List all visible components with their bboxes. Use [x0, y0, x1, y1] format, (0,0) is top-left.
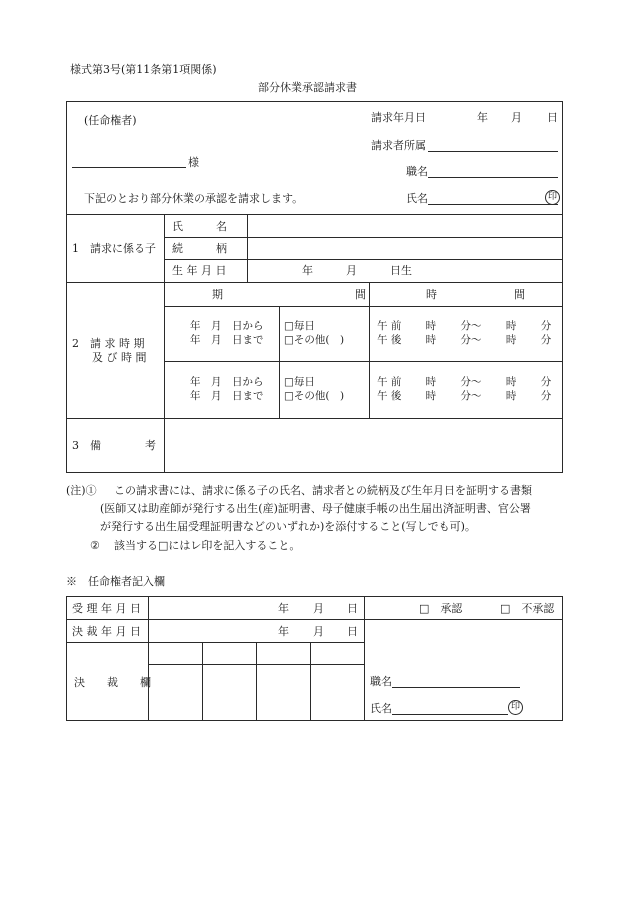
disapprove-checkbox[interactable]: □ 不承認: [500, 602, 555, 615]
request-date-label: 請求年月日: [371, 111, 426, 124]
authority-seal-icon: 印: [508, 700, 523, 715]
decision-label: 決 裁 欄: [74, 676, 151, 689]
page-title: 部分休業承認請求書: [258, 81, 357, 94]
child-section-label: 1 請求に係る子: [72, 242, 156, 255]
am-time[interactable]: 午 前 時 分～ 時 分: [377, 376, 552, 388]
received-month-unit: 月: [313, 602, 324, 615]
child-name-field[interactable]: [249, 221, 561, 235]
note-line-1: この請求書には、請求に係る子の氏名、請求者との続柄及び生年月日を証明する書類: [114, 484, 532, 497]
child-birth-value[interactable]: 年 月 日生: [302, 264, 412, 277]
remarks-label: 3 備 考: [72, 439, 156, 452]
notes-prefix: (注)①: [66, 484, 97, 497]
note-line-2: (医師又は助産師が発行する出生(産)証明書、母子健康手帳の出生届出済証明書、官公署: [100, 502, 531, 515]
pm-time[interactable]: 午 後 時 分～ 時 分: [377, 390, 552, 402]
period-section-label-2: 及 び 時 間: [92, 351, 147, 364]
received-date-label: 受 理 年 月 日: [72, 602, 141, 615]
period-section-label: 2 請 求 時 期: [72, 337, 145, 350]
other-checkbox[interactable]: □その他( ): [284, 334, 345, 346]
authority-heading: ※ 任命権者記入欄: [66, 575, 165, 588]
affiliation-line[interactable]: [428, 151, 558, 152]
form-number: 様式第3号(第11条第1項関係): [70, 63, 217, 76]
name-line[interactable]: [428, 204, 558, 205]
authority-name-label: 氏名: [370, 702, 392, 715]
period-from[interactable]: 年 月 日から: [190, 320, 264, 332]
request-year-unit: 年: [477, 111, 488, 124]
pm-time[interactable]: 午 後 時 分～ 時 分: [377, 334, 552, 346]
authority-position-line[interactable]: [392, 687, 520, 688]
other-checkbox[interactable]: □その他( ): [284, 390, 345, 402]
appointer-label: (任命権者): [84, 114, 137, 127]
child-relation-field[interactable]: [249, 240, 561, 257]
child-relation-label: 続 柄: [172, 242, 227, 255]
appointer-name-line[interactable]: [72, 167, 186, 168]
decision-year-unit: 年: [278, 625, 289, 638]
position-line[interactable]: [428, 177, 558, 178]
child-name-label: 氏 名: [172, 220, 227, 233]
name-label: 氏名: [406, 192, 428, 205]
sama-label: 様: [188, 156, 199, 169]
period-to[interactable]: 年 月 日まで: [190, 390, 264, 402]
child-birth-label: 生 年 月 日: [172, 264, 227, 277]
daily-checkbox[interactable]: □毎日: [284, 376, 315, 388]
remarks-field[interactable]: [166, 420, 561, 471]
authority-position-label: 職名: [370, 675, 392, 688]
request-statement: 下記のとおり部分休業の承認を請求します。: [84, 192, 304, 205]
seal-icon: 印: [545, 190, 560, 205]
authority-name-line[interactable]: [392, 714, 508, 715]
approve-checkbox[interactable]: □ 承認: [419, 602, 463, 615]
time-column-header: 時 間: [426, 288, 525, 301]
position-label: 職名: [406, 165, 428, 178]
note-line-4: 該当する□にはレ印を記入すること。: [114, 539, 301, 552]
received-day-unit: 日: [347, 602, 358, 615]
request-day-unit: 日: [547, 111, 558, 124]
daily-checkbox[interactable]: □毎日: [284, 320, 315, 332]
note-marker-2: ②: [90, 539, 100, 552]
period-column-header: 期 間: [212, 288, 366, 301]
note-line-3: が発行する出生届受理証明書などのいずれか)を添付すること(写しでも可)。: [100, 520, 476, 533]
affiliation-label: 請求者所属: [371, 139, 426, 152]
decision-month-unit: 月: [313, 625, 324, 638]
period-to[interactable]: 年 月 日まで: [190, 334, 264, 346]
period-from[interactable]: 年 月 日から: [190, 376, 264, 388]
decision-date-label: 決 裁 年 月 日: [72, 625, 141, 638]
am-time[interactable]: 午 前 時 分～ 時 分: [377, 320, 552, 332]
request-month-unit: 月: [511, 111, 522, 124]
received-year-unit: 年: [278, 602, 289, 615]
decision-day-unit: 日: [347, 625, 358, 638]
